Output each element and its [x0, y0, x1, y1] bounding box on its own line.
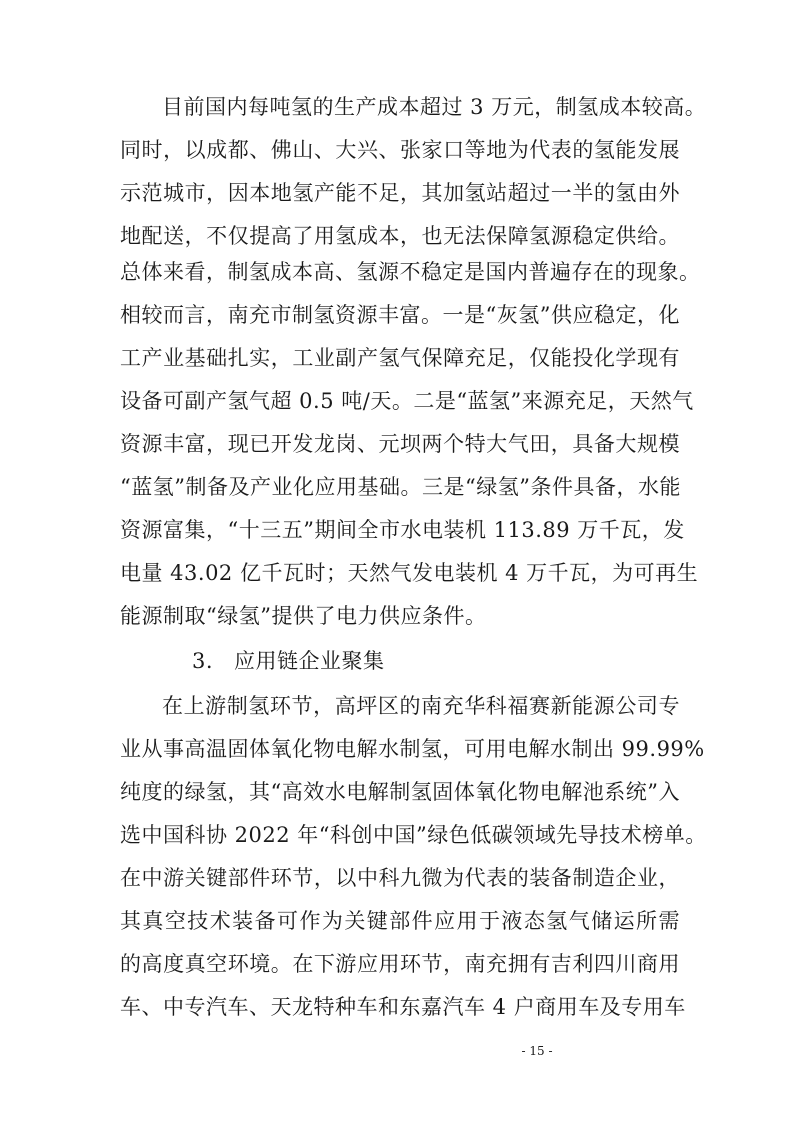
paragraph-2-line: 的高度真空环境。在下游应用环节，南充拥有吉利四川商用: [120, 952, 680, 976]
section-heading-number: 3.: [192, 649, 214, 673]
paragraph-1-line: 目前国内每吨氢的生产成本超过 3 万元，制氢成本较高。: [162, 95, 707, 119]
paragraph-1-line: 能源制取“绿氢”提供了电力供应条件。: [120, 604, 487, 628]
paragraph-1-line: 示范城市，因本地氢产能不足，其加氢站超过一半的氢由外: [120, 181, 680, 205]
page-number: - 15 -: [521, 1044, 553, 1058]
paragraph-2-line: 业从事高温固体氧化物电解水制氢，可用电解水制出 99.99%: [120, 737, 705, 761]
paragraph-2-line: 车、中专汽车、天龙特种车和东嘉汽车 4 户商用车及专用车: [120, 995, 686, 1019]
paragraph-1-line: 资源丰富，现已开发龙岗、元坝两个特大气田，具备大规模: [120, 432, 680, 456]
paragraph-1-line: “蓝氢”制备及产业化应用基础。三是“绿氢”条件具备，水能: [120, 475, 681, 499]
paragraph-1-line: 资源富集，“十三五”期间全市水电装机 113.89 万千瓦，发: [120, 518, 685, 542]
paragraph-1-line: 电量 43.02 亿千瓦时；天然气发电装机 4 万千瓦，为可再生: [120, 561, 699, 585]
paragraph-1-line: 设备可副产氢气超 0.5 吨/天。二是“蓝氢”来源充足，天然气: [120, 389, 694, 413]
paragraph-1-line: 地配送，不仅提高了用氢成本，也无法保障氢源稳定供给。: [120, 224, 680, 248]
paragraph-2-line: 选中国科协 2022 年“科创中国”绿色低碳领域先导技术榜单。: [120, 823, 707, 847]
paragraph-1-line: 同时，以成都、佛山、大兴、张家口等地为代表的氢能发展: [120, 138, 680, 162]
paragraph-2-line: 在上游制氢环节，高坪区的南充华科福赛新能源公司专: [162, 694, 680, 718]
paragraph-2-line: 其真空技术装备可作为关键部件应用于液态氢气储运所需: [120, 909, 680, 933]
section-heading-title: 应用链企业聚集: [234, 649, 385, 673]
paragraph-2-line: 在中游关键部件环节，以中科九微为代表的装备制造企业，: [120, 866, 680, 890]
paragraph-1-line: 总体来看，制氢成本高、氢源不稳定是国内普遍存在的现象。: [120, 260, 701, 284]
section-heading: [192, 646, 385, 676]
paragraph-1-line: 工产业基础扎实，工业副产氢气保障充足，仅能投化学现有: [120, 346, 680, 370]
paragraph-1-line: 相较而言，南充市制氢资源丰富。一是“灰氢”供应稳定，化: [120, 303, 680, 327]
paragraph-2-line: 纯度的绿氢，其“高效水电解制氢固体氧化物电解池系统”入: [120, 780, 680, 804]
